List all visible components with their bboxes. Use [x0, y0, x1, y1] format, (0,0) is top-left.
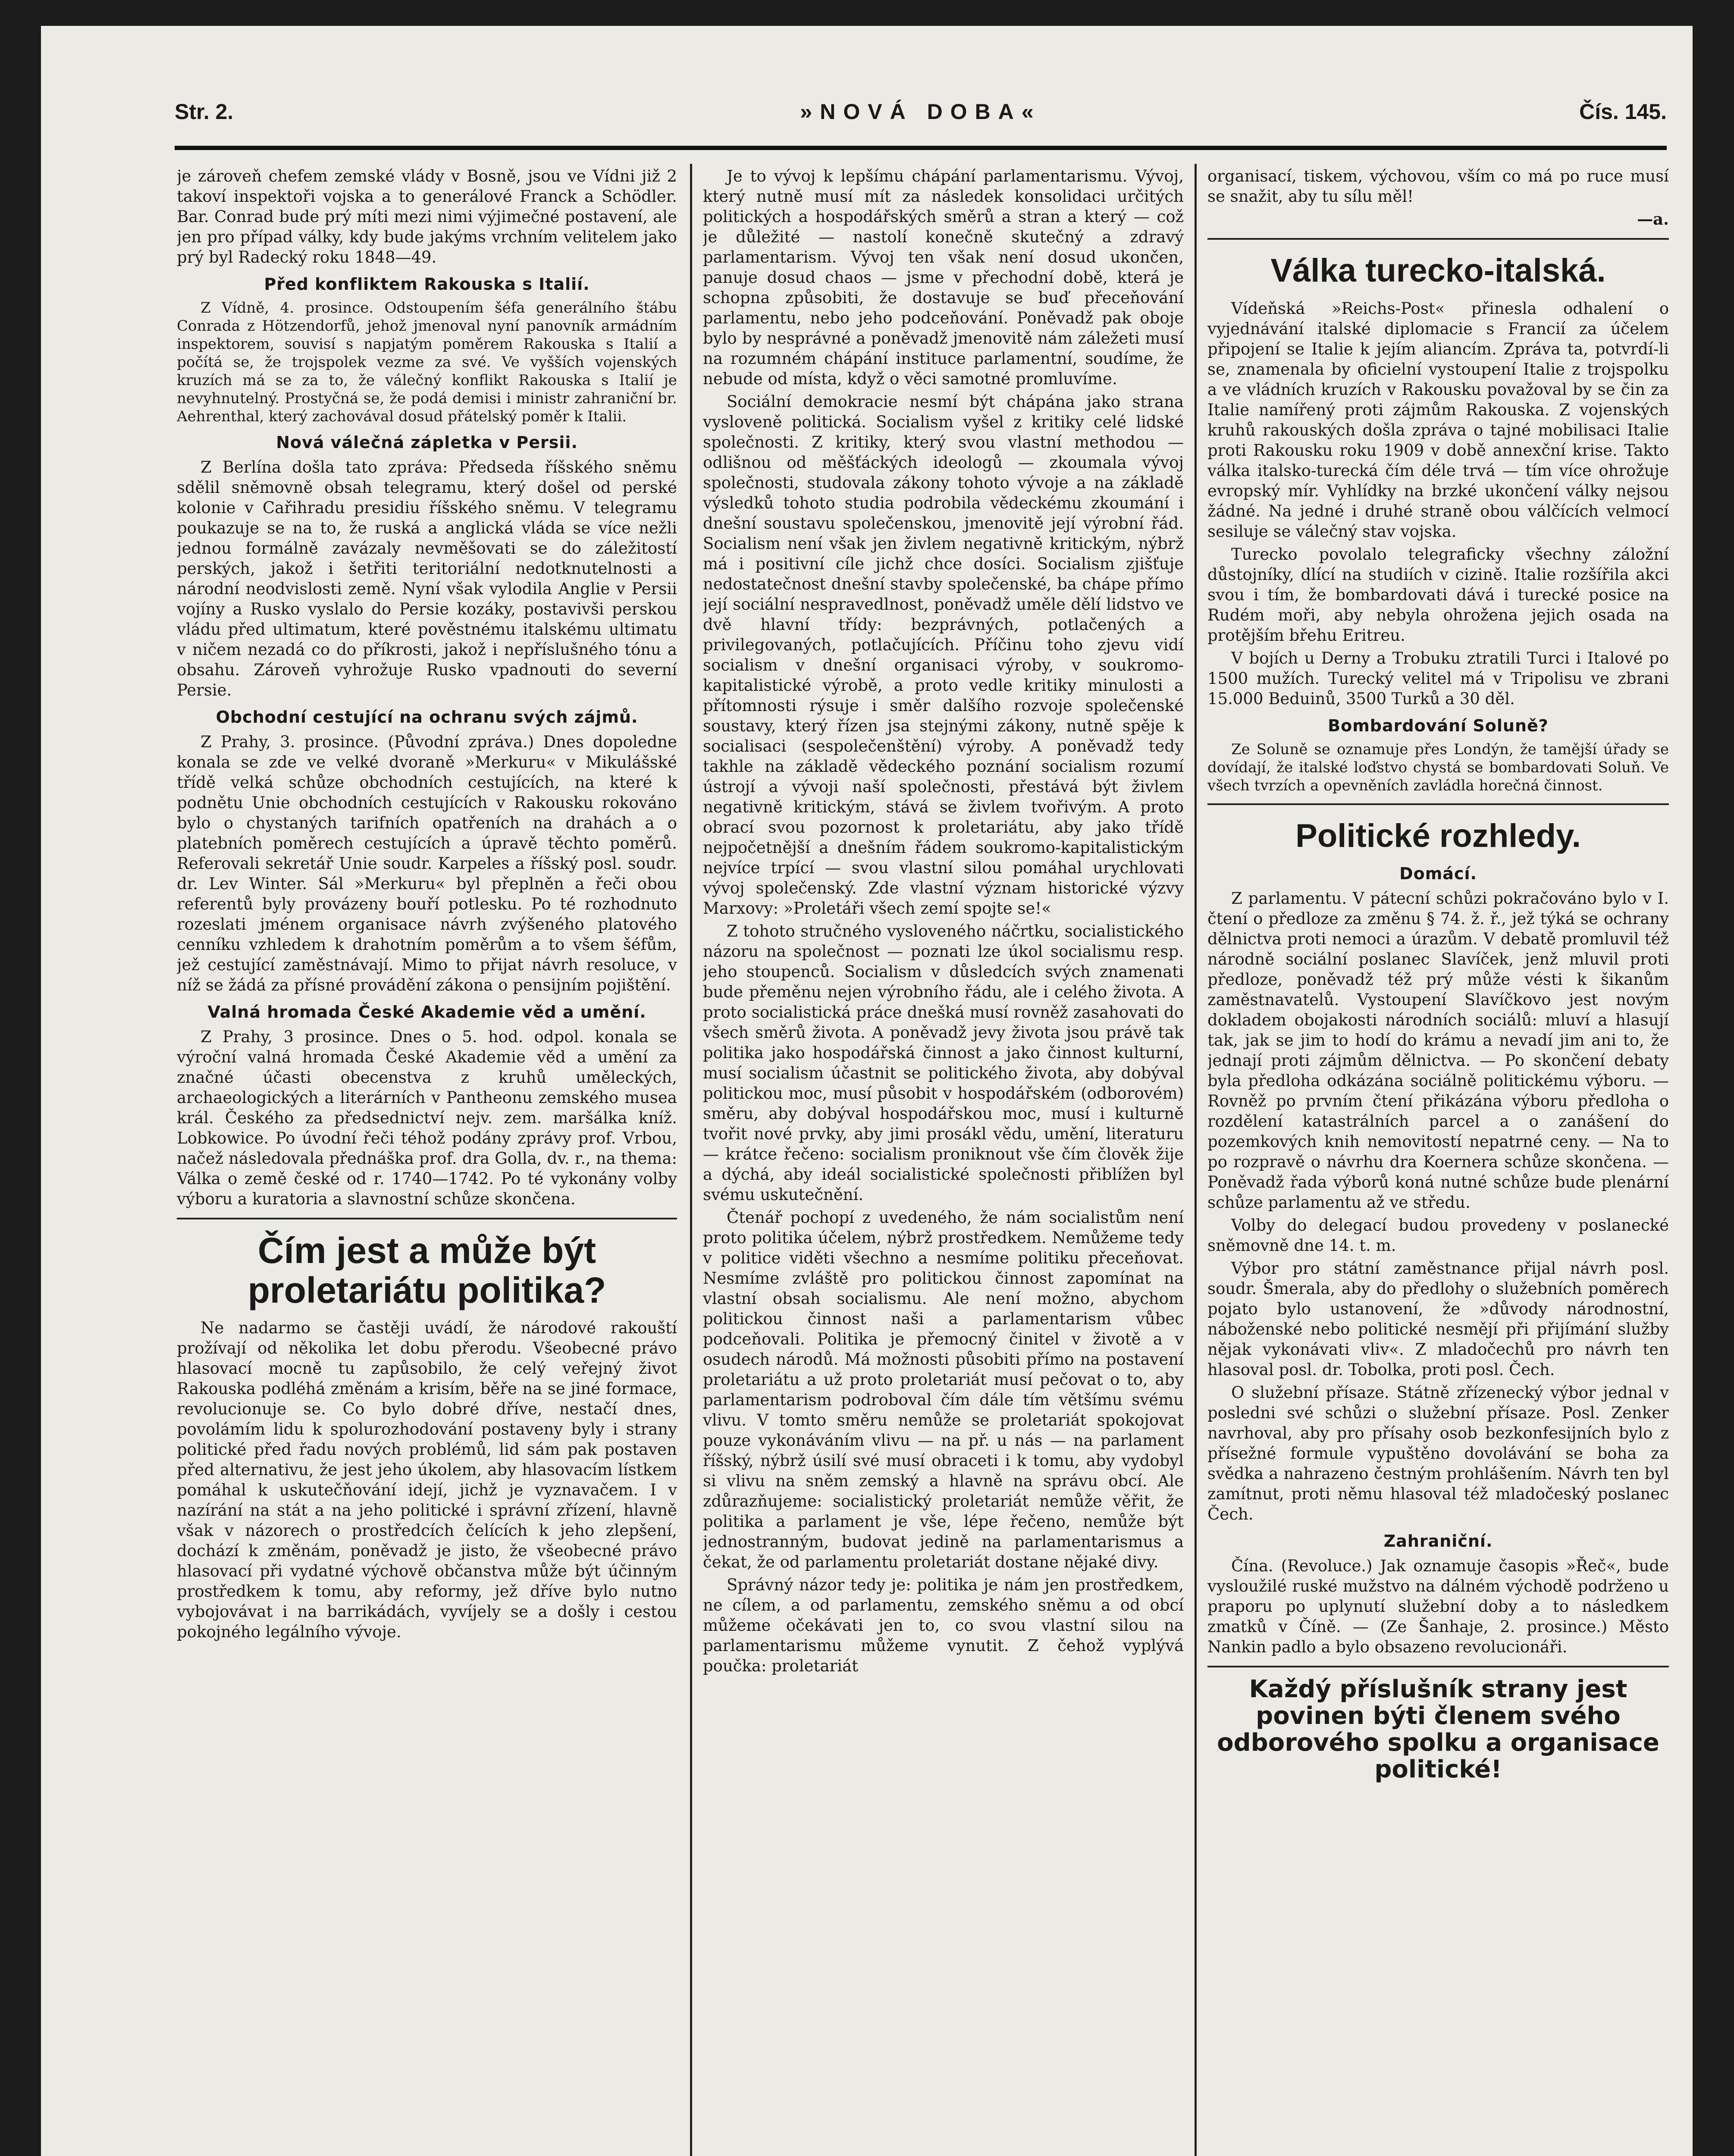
party-notice: Každý příslušník strany jest povinen býti členem svého odborového spolku a organisace politické!: [1217, 1675, 1659, 1783]
paragraph: O služební přísaze. Státně zřízenecký výbor jednal v posledni své schůzi o služební přísaze. Posl. Zenker navrhoval, aby pro přísahy osob bezkonfesijních bylo z přísežné formule vypuštěno dovolávání se boha za svědka a nahrazeno čestným prohlášením. Návrh ten byl zamítnut, proti němu hlasoval též mladočeský poslanec Čech.: [1207, 1383, 1669, 1523]
paragraph: Ne nadarmo se častěji uvádí, že národové rakouští prožívají od několika let dobu přerodu. Všeobecné právo hlasovací mocně tu zapůsobilo, že celý veřejný život Rakouska podléhá změnám a krisím, běře na se jiné formace, revolucionuje se. Co bylo dobré dříve, nestačí dnes, povolámím lidu k spolurozhodování postaveny byly i strany politické před řadu nových problémů, lid sám pak postaven před alternativu, že jest jeho úkolem, aby hlasovacím lístkem pomáhal k uskutečňování idejí, jichž je vyznavačem. I v nazírání na stát a na jeho politické i správní zřízení, hlavně však v názorech o prostředcích čelících k jeho zlepšení, dochází k změnám, poněvadž je jisto, že všeobecné právo hlasovací při vydatné výchově občanstva může být účinným prostředkem k tomu, aby reformy, jež dříve bylo nutno vybojovávat i na barrikádách, vyvíjely se a došly i cestou pokojného legálního vývoje.: [177, 1319, 677, 1641]
column-divider: [690, 164, 692, 2156]
paragraph: Je to vývoj k lepšímu chápání parlamentarismu. Vývoj, který nutně musí mít za následek konsolidaci určitých politických a hospodářských směrů a stran a který — což je důležité — nastolí konečně skutečný a zdravý parlamentarism. Vývoj ten však není dosud ukončen, panuje dosud chaos — jsme v přechodní době, která je schopna způsobiti, že dostavuje se buď přeceňování parlamentu, nebo jeho podceňování. Poněvadž pak oboje bylo by nesprávné a poněvadž jmenovitě nám záležeti musí na rozumném chápání instituce parlamentní, soudíme, že nebude od místa, když o věci samotné promluvíme.: [703, 167, 1184, 388]
divider: [1207, 238, 1669, 240]
column-2: [703, 166, 1184, 2156]
paragraph: Z Prahy, 3. prosince. (Původní zpráva.) Dnes dopoledne konala se zde ve velké dvoraně »Merkuru« v Mikulášské třídě velká schůze obchodních cestujících, na které k podnětu Unie obchodních cestujících v Rakousku rokováno bylo o chystaných tarifních opatřeních na drahách a o platebních poměrech cestujících a úpravě těchto poměrů. Referovali sekretář Unie soudr. Karpeles a říšský posl. soudr. dr. Lev Winter. Sál »Merkuru« byl přeplněn a řeči obou referentů byly provázeny bouří potlesku. Po té rozhodnuto rozeslati jménem organisace návrh zvýšeného platového cenníku vzhledem k drahotním poměrům a to všem šéfům, jež cestující zaměstnávají. Mimo to přijat návrh resoluce, v níž se žádá za přísné provádění zákona o pensijním pojištění.: [177, 733, 677, 994]
paragraph: organisací, tiskem, výchovou, vším co má po ruce musí se snažit, aby tu sílu měl!: [1207, 167, 1669, 206]
paragraph: Z Vídně, 4. prosince. Odstoupením šéfa generálního štábu Conrada z Hötzendorfů, jehož jmenoval nyní panovník armádním inspektorem, souvisí s napjatým poměrem Rakouska s Italií a počítá se, že trojspolek vezme za své. Ve vyšších vojenských kruzích má se za to, že válečný konflikt Rakouska s Italií je nevyhnutelný. Prostyčná se, že podá demisi i ministr zahraniční br. Aehrenthal, který zachovával dosud přátelský poměr k Italii.: [177, 299, 677, 425]
paragraph: Čtenář pochopí z uvedeného, že nám socialistům není proto politika účelem, nýbrž prostředkem. Nemůžeme tedy v politice viděti všechno a nesmíme politiku přeceňovat. Nesmíme zvláště pro politickou činnost zapomínat na vlastní obsah socialismu. Ale není možno, abychom politickou činnost naši a parlamentarism vůbec podceňovali. Politika je přemocný činitel v životě a v osudech národů. Má možnosti působiti přímo na postavení proletariátu a už proto proletariát musí pečovat o to, aby parlamentarism podroboval čím dále tím většímu svému vlivu. V tomto směru nemůže se proletariát spokojovat pouze vykonáváním vlivu — na př. u nás — na parlament říšský, nýbrž úsilí své musí obraceti i k tomu, aby vydobyl si vlivu na sněm zemský a hlavně na správu obcí. Ale zdůrazňujeme: socialistický proletariát nemůže věřit, že politika a parlament je vše, lépe řečeno, nemůže být jednostranným, budovat jedině na parlamentarismus a čekat, že od parlamentu proletariát dostane nějaké divy.: [703, 1208, 1184, 1571]
column-divider: [1195, 164, 1197, 2156]
paragraph: Ze Soluně se oznamuje přes Londýn, že tamější úřady se dovídají, že italské loďstvo chystá se bombardovati Soluň. Ve všech tvrzích a opevněních zavládla horečná činnost.: [1207, 741, 1669, 794]
subheading: Domácí.: [1399, 864, 1477, 883]
paragraph: Správný názor tedy je: politika je nám jen prostředkem, ne cílem, a od parlamentu, zemského sněmu a od obcí můžeme očekávati jen to, co svou vlastní silou na parlamentarismu můžeme vynutit. Z čehož vyplývá poučka: proletariát: [703, 1576, 1184, 1675]
newspaper-page: [41, 26, 1693, 2156]
issue-number: Čís. 145.: [1579, 100, 1667, 124]
article-title: Čím jest a může být proletariátu politika?: [248, 1230, 606, 1310]
divider: [177, 1218, 677, 1219]
paragraph: Čína. (Revoluce.) Jak oznamuje časopis »Řeč«, bude vysloužilé ruské mužstvo na dálném východě podrženo u praporu po uplynutí služební doby a to následkem zmatků v Číně. — (Ze Šanhaje, 2. prosince.) Město Nankin padlo a bylo obsazeno revolucionáři.: [1207, 1557, 1669, 1656]
subheading: Obchodní cestující na ochranu svých zájmů.: [216, 708, 638, 727]
paragraph: Z parlamentu. V pátecní schůzi pokračováno bylo v I. čtení o předloze za změnu § 74. ž. ř., jež týká se ochrany dělnictva proti nemoci a úrazům. V debatě promluvil též národně sociální poslanec Slavíček, jenž mluvil proti předloze, poněvadž též prý může vésti k šikanům zaměstnavatelů. Vystoupení Slavíčkovo jest novým dokladem obojakosti národních sociálů: mluví a hlasují tak, jak se jim to hodí do krámu a nevadí jim ani to, že jednají proti zájmům dělnictva. — Po skončení debaty byla předloha odkázána sociálně politickému výboru. — Rovněž po prvním čtení přikázána výboru předloha o rozdělení katastrálních parcel a o zanášení do pozemkových knih nemovitostí nepatrné ceny. — Na to po rozpravě o návrhu dra Koernera schůze skončena. — Poněvadž řada výborů koná nutné schůze bude plenární schůze parlamentu až ve středu.: [1207, 889, 1669, 1212]
header-rule: [175, 146, 1667, 150]
subheading: Valná hromada České Akademie věd a umění.: [207, 1003, 646, 1022]
section-title: Politické rozhledy.: [1295, 818, 1581, 854]
subheading: Zahraniční.: [1383, 1532, 1493, 1551]
signature: —a.: [1637, 210, 1669, 229]
page-header: [175, 86, 1667, 134]
divider: [1207, 803, 1669, 805]
page-number: Str. 2.: [175, 100, 234, 124]
paragraph: je zároveň chefem zemské vlády v Bosně, jsou ve Vídni již 2 takoví inspektoři vojska a to generálové Franck a Schödler. Bar. Conrad bude prý míti mezi nimi výjimečné postavení, ale jen pro případ války, kdy bude jakýms vrchním velitelem jako prý byl Radecký roku 1848—49.: [177, 167, 677, 266]
column-1: [177, 166, 677, 2156]
subheading: Bombardování Soluně?: [1328, 716, 1549, 735]
subheading: Nová válečná zápletka v Persii.: [276, 433, 578, 452]
paragraph: Sociální demokracie nesmí být chápána jako strana vysloveně politická. Socialism vyšel z kritiky celé lidské společnosti. Z kritiky, který svou vlastní methodou — odlišnou od měšťáckých ideologů — zkoumala vývoj společnosti, studovala zákony tohoto vývoje a na základě výsledků tohoto studia podrobila vědeckému zkoumání i dnešní soustavu společenskou, jmenovitě její výrobní řád. Socialism není však jen živlem negativně kritickým, nýbrž má i positivní cíle jichž chce dosíci. Socialism zjišťuje nedostatečnost dnešní stavby společenské, ba chápe přímo její sociální nespravedlnost, poněvadž uměle dělí lidstvo ve dvě hlavní třídy: bezprávných, potlačených a privilegovaných, potlačujících. Příčinu toho zjevu vidí socialism v dnešní organisaci výroby, v soukromo-kapitalistické výrobě, a proto vedle kritiky minulosti a přítomnosti rýsuje i směr dalšího rozvoje společenské soustavy, který řízen jsa stejnými zákony, nutně spěje k socialisaci (sespolečenštění) výroby. A poněvadž tedy takhle na základě vědeckého poznání socialism rozumí ústrojí a vývoji naší společnosti, přestává být živlem negativně kritickým, stává se živlem tvořivým. A proto obrací svou pozornost k proletariátu, aby jako třídě nejpočetnější a dnešním řádem soukromo-kapitalistickým nejvíce trpící — svou vlastní silou pomáhal urychlovati vývoj společenský. Zde vlastní význam historické výzvy Marxovy: »Proletáři všech zemí spojte se!«: [703, 392, 1184, 918]
paragraph: Volby do delegací budou provedeny v poslanecké sněmovně dne 14. t. m.: [1207, 1216, 1669, 1255]
paragraph: Z Berlína došla tato zpráva: Předseda říšského sněmu sdělil sněmovně obsah telegramu, který došel od perské kolonie v Cařihradu presidiu říšského sněmu. V telegramu poukazuje se na to, že ruská a anglická vláda se více nežli jednou formálně zavázaly nevměšovati se do záležitostí perských, jakož i šetřiti teritoriální nedotknutelnosti a národní neodvislosti země. Nyní však vylodila Anglie v Persii vojíny a Rusko vyslalo do Persie kozáky, postavivši perskou vládu před ultimatum, které pověstnému italskému ultimatu v ničem nezadá co do příkrosti, jakož i nepříslušného tónu a obsahu. Zároveň vyhrožuje Rusko vpadnouti do severní Persie.: [177, 458, 677, 699]
article-title: Válka turecko-italská.: [1270, 252, 1606, 289]
paragraph: Z tohoto stručného vysloveného náčrtku, socialistického názoru na společnost — poznati lze úkol socialismu resp. jeho stoupenců. Socialism v důsledcích svých znamenati bude přeměnu nejen výrobního řádu, ale i celého života. A proto socialistická práce dnešká musí rovněž zasahovati do všech směrů života. A poněvadž jevy života jsou právě tak politika jako hospodářská činnost a jako činnost kulturní, musí socialism účastnit se politického života, aby dobýval politickou moc, musí působit v hospodářském (odborovém) směru, aby dobýval hospodářskou moc, musí i kulturně tvořit nové prvky, aby jimi prosákl vědu, umění, literaturu — krátce řečeno: socialism proniknout vše čím člověk žije a dýchá, aby ideál socialistické společnosti přiblížen byl svému uskutečnění.: [703, 922, 1184, 1204]
masthead-title: »NOVÁ DOBA«: [800, 100, 1041, 124]
divider: [1207, 1666, 1669, 1667]
paragraph: Z Prahy, 3 prosince. Dnes o 5. hod. odpol. konala se výroční valná hromada České Akademie věd a umění za značné účasti obecenstva z kruhů uměleckých, archaeologických a literárních v Pantheonu zemského musea král. Českého za předsednictví nejv. zem. maršálka kníž. Lobkowice. Po úvodní řeči téhož podány zprávy prof. Vrbou, načež následovala přednáška prof. dra Golla, dv. r., na thema: Válka o země české od r. 1740—1742. Po té vykonány volby výboru a kuratoria a slavnostní schůze skončena.: [177, 1028, 677, 1208]
paragraph: Turecko povolalo telegraficky všechny záložní důstojníky, dlící na studiích v cizině. Italie rozšířila akci svou i tím, že bombardovati dává i turecké posice na Rudém moři, aby nebyla ohrožena jejich osada na protějším břehu Eritreu.: [1207, 545, 1669, 645]
column-3: [1207, 166, 1669, 2156]
subheading: Před konfliktem Rakouska s Italií.: [264, 275, 590, 294]
paragraph: V bojích u Derny a Trobuku ztratili Turci i Italové po 1500 mužích. Turecký velitel má v Tripolisu ve zbrani 15.000 Beduinů, 3500 Turků a 30 děl.: [1207, 649, 1669, 708]
paragraph: Vídeňská »Reichs-Post« přinesla odhalení o vyjednávání italské diplomacie s Francií za účelem připojení se Italie k jejím aliancím. Zpráva ta, potvrdí-li se, znamenala by oficielní vystoupení Italie z trojspolku a ve vládních kruzích v Rakousku považoval by se čin za Italie namířený proti zájmům Rakouska. Z vojenských kruhů rakouských došla zpráva o tajné mobilisaci Italie proti Rakousku roku 1909 v době annexční krise. Takto válka italsko-turecká čím déle trvá — tím více ohrožuje evropský mír. Vyhlídky na brzké ukončení války nejsou žádné. Na jedné i druhé straně obou válčících velmocí sesiluje se válečný stav vojska.: [1207, 299, 1669, 541]
paragraph: Výbor pro státní zaměstnance přijal návrh posl. soudr. Šmerala, aby do předlohy o služebních poměrech pojato bylo ustanovení, že »důvody národnostní, náboženské nebo politické nesmějí při přijímání služby nějak vykonávati vliv«. Z mladočechů pro návrh ten hlasoval posl. dr. Tobolka, proti posl. Čech.: [1207, 1259, 1669, 1379]
